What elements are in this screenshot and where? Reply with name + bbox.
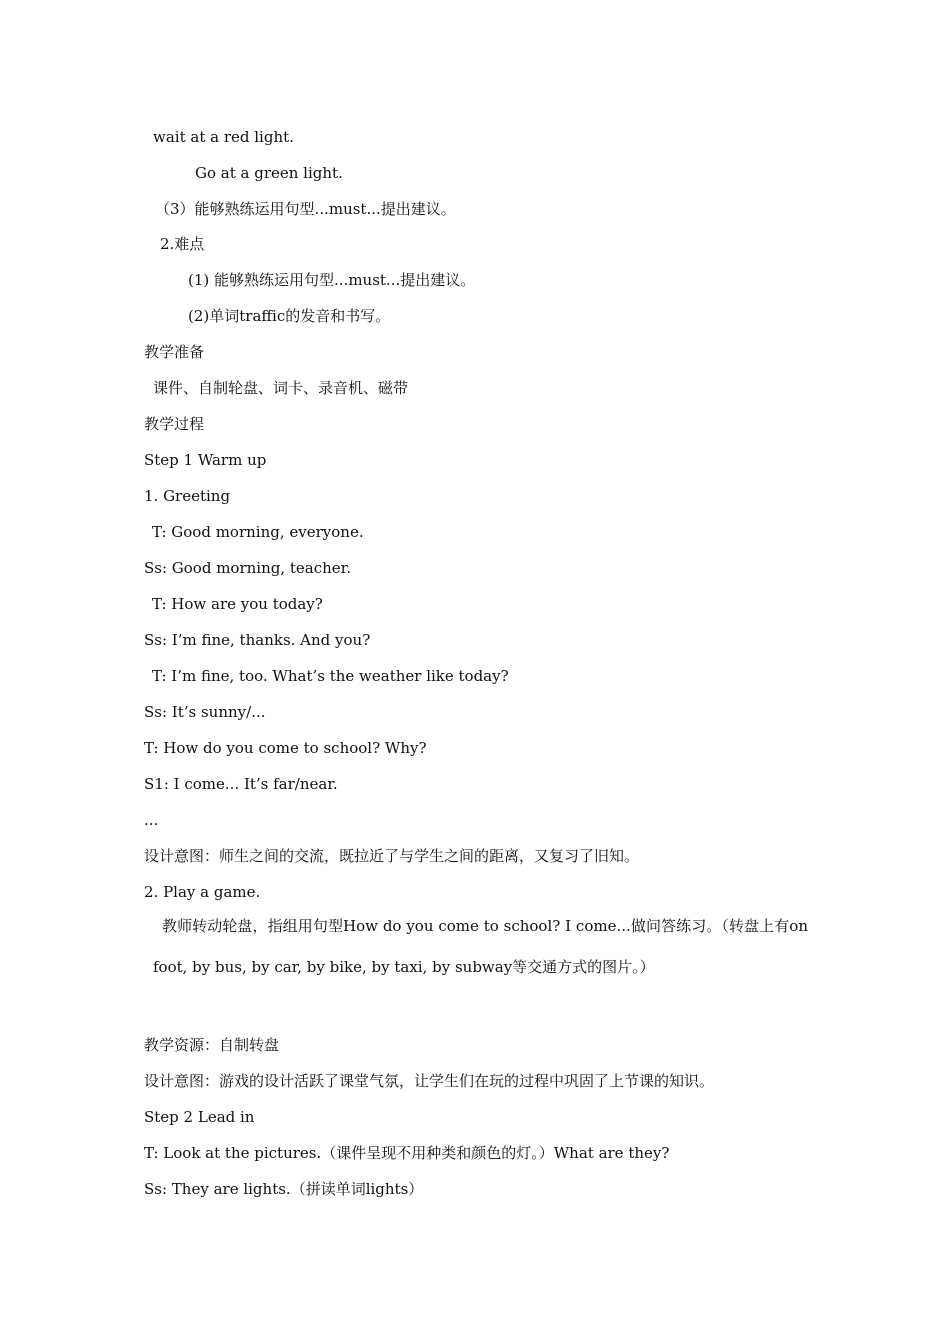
dialogue-line: T: How are you today? bbox=[152, 595, 323, 613]
design-intent-line: 设计意图：游戏的设计活跃了课堂气氛，让学生们在玩的过程中巩固了上节课的知识。 bbox=[144, 1072, 715, 1090]
dialogue-line: T: Good morning, everyone. bbox=[152, 523, 364, 541]
text-line: (1) 能够熟练运用句型...must...提出建议。 bbox=[188, 271, 476, 289]
text-line: 课件、自制轮盘、词卡、录音机、磁带 bbox=[153, 379, 409, 397]
subsection-heading: 1. Greeting bbox=[144, 487, 231, 505]
design-intent-line: 设计意图：师生之间的交流，既拉近了与学生之间的距离，又复习了旧知。 bbox=[144, 847, 640, 865]
dialogue-line: S1: I come... It’s far/near. bbox=[144, 775, 338, 793]
dialogue-line: Ss: It’s sunny/... bbox=[144, 703, 266, 721]
dialogue-line: T: Look at the pictures.（课件呈现不用种类和颜色的灯。）What are they? bbox=[144, 1144, 670, 1162]
subsection-heading: 2. Play a game. bbox=[144, 883, 261, 901]
step-heading: Step 1 Warm up bbox=[144, 451, 267, 469]
text-line: （3）能够熟练运用句型...must...提出建议。 bbox=[155, 200, 456, 218]
activity-paragraph: 教师转动轮盘，指组用句型How do you come to school? I come...做问答练习。（转盘上有on foot, by bus, by car, by bike, by taxi, by subway等交通方式的图片。） bbox=[153, 917, 808, 976]
section-heading: 2.难点 bbox=[160, 235, 205, 253]
dialogue-line: T: How do you come to school? Why? bbox=[144, 739, 427, 757]
text-line: (2)单词traffic的发音和书写。 bbox=[188, 307, 391, 325]
step-heading: Step 2 Lead in bbox=[144, 1108, 255, 1126]
section-heading: 教学过程 bbox=[144, 415, 205, 433]
dialogue-line: Ss: I’m fine, thanks. And you? bbox=[144, 631, 371, 649]
text-line: Go at a green light. bbox=[195, 164, 343, 182]
dialogue-line: Ss: They are lights.（拼读单词lights） bbox=[144, 1180, 424, 1198]
ellipsis-line: ... bbox=[144, 811, 159, 829]
dialogue-line: Ss: Good morning, teacher. bbox=[144, 559, 351, 577]
text-line: wait at a red light. bbox=[153, 128, 294, 146]
section-heading: 教学准备 bbox=[144, 343, 205, 361]
resource-line: 教学资源：自制转盘 bbox=[144, 1036, 280, 1054]
dialogue-line: T: I’m fine, too. What’s the weather like today? bbox=[152, 667, 509, 685]
